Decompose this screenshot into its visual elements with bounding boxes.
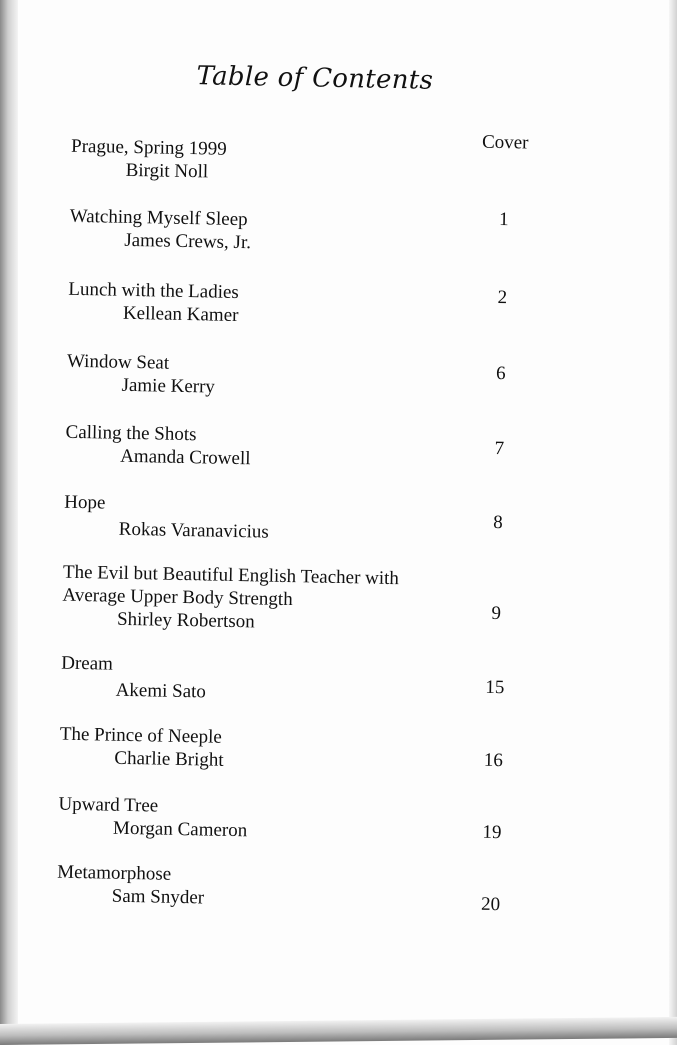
entry-page-number: 9 — [491, 602, 502, 625]
page-title: Table of Contents — [196, 61, 434, 96]
toc-entry — [60, 652, 531, 710]
entry-title-continued: Average Upper Body Strength — [62, 584, 293, 611]
entry-author: Morgan Cameron — [112, 817, 248, 842]
entry-page-number: Cover — [481, 131, 529, 154]
entry-page-number: 7 — [494, 437, 505, 460]
entry-author: Rokas Varanavicius — [118, 518, 270, 543]
entry-author: Sam Snyder — [111, 885, 205, 909]
toc-entry — [69, 205, 540, 260]
entry-page-number: 20 — [480, 893, 501, 916]
entry-page-number: 19 — [482, 821, 502, 844]
toc-entry — [58, 793, 529, 848]
entry-title: The Evil but Beautiful English Teacher with — [62, 561, 400, 590]
entry-author: James Crews, Jr. — [124, 229, 252, 254]
toc-entry — [59, 723, 530, 778]
entry-author: Jamie Kerry — [121, 374, 216, 398]
entry-title: Metamorphose — [56, 861, 172, 885]
entry-title: Window Seat — [66, 350, 170, 374]
entry-author: Birgit Noll — [125, 159, 209, 183]
entry-title: Dream — [60, 652, 114, 675]
entry-page-number: 1 — [498, 208, 509, 231]
entry-page-number: 15 — [485, 676, 505, 699]
toc-entry — [70, 131, 541, 190]
entry-page-number: 16 — [483, 749, 504, 772]
entry-title: Hope — [64, 491, 106, 514]
entry-title: Calling the Shots — [65, 421, 197, 446]
entry-title: Lunch with the Ladies — [68, 278, 239, 304]
entry-title: Upward Tree — [58, 793, 159, 817]
entry-author: Shirley Robertson — [116, 608, 255, 633]
toc-entry — [64, 491, 535, 549]
entry-author: Amanda Crowell — [119, 445, 251, 470]
toc-entry — [66, 350, 537, 405]
entry-title: Watching Myself Sleep — [69, 205, 248, 231]
entry-page-number: 2 — [497, 286, 508, 309]
entry-author: Charlie Bright — [114, 747, 224, 771]
entry-author: Kellean Kamer — [122, 302, 239, 327]
toc-entry — [65, 421, 536, 476]
entry-page-number: 8 — [493, 511, 503, 534]
toc-entry — [68, 278, 539, 333]
entry-page-number: 6 — [495, 362, 506, 385]
toc-entry — [62, 561, 533, 639]
entry-author: Akemi Sato — [115, 679, 207, 703]
entry-title: The Prince of Neeple — [59, 723, 222, 748]
toc-entry — [57, 861, 528, 916]
entry-title: Prague, Spring 1999 — [70, 135, 227, 160]
